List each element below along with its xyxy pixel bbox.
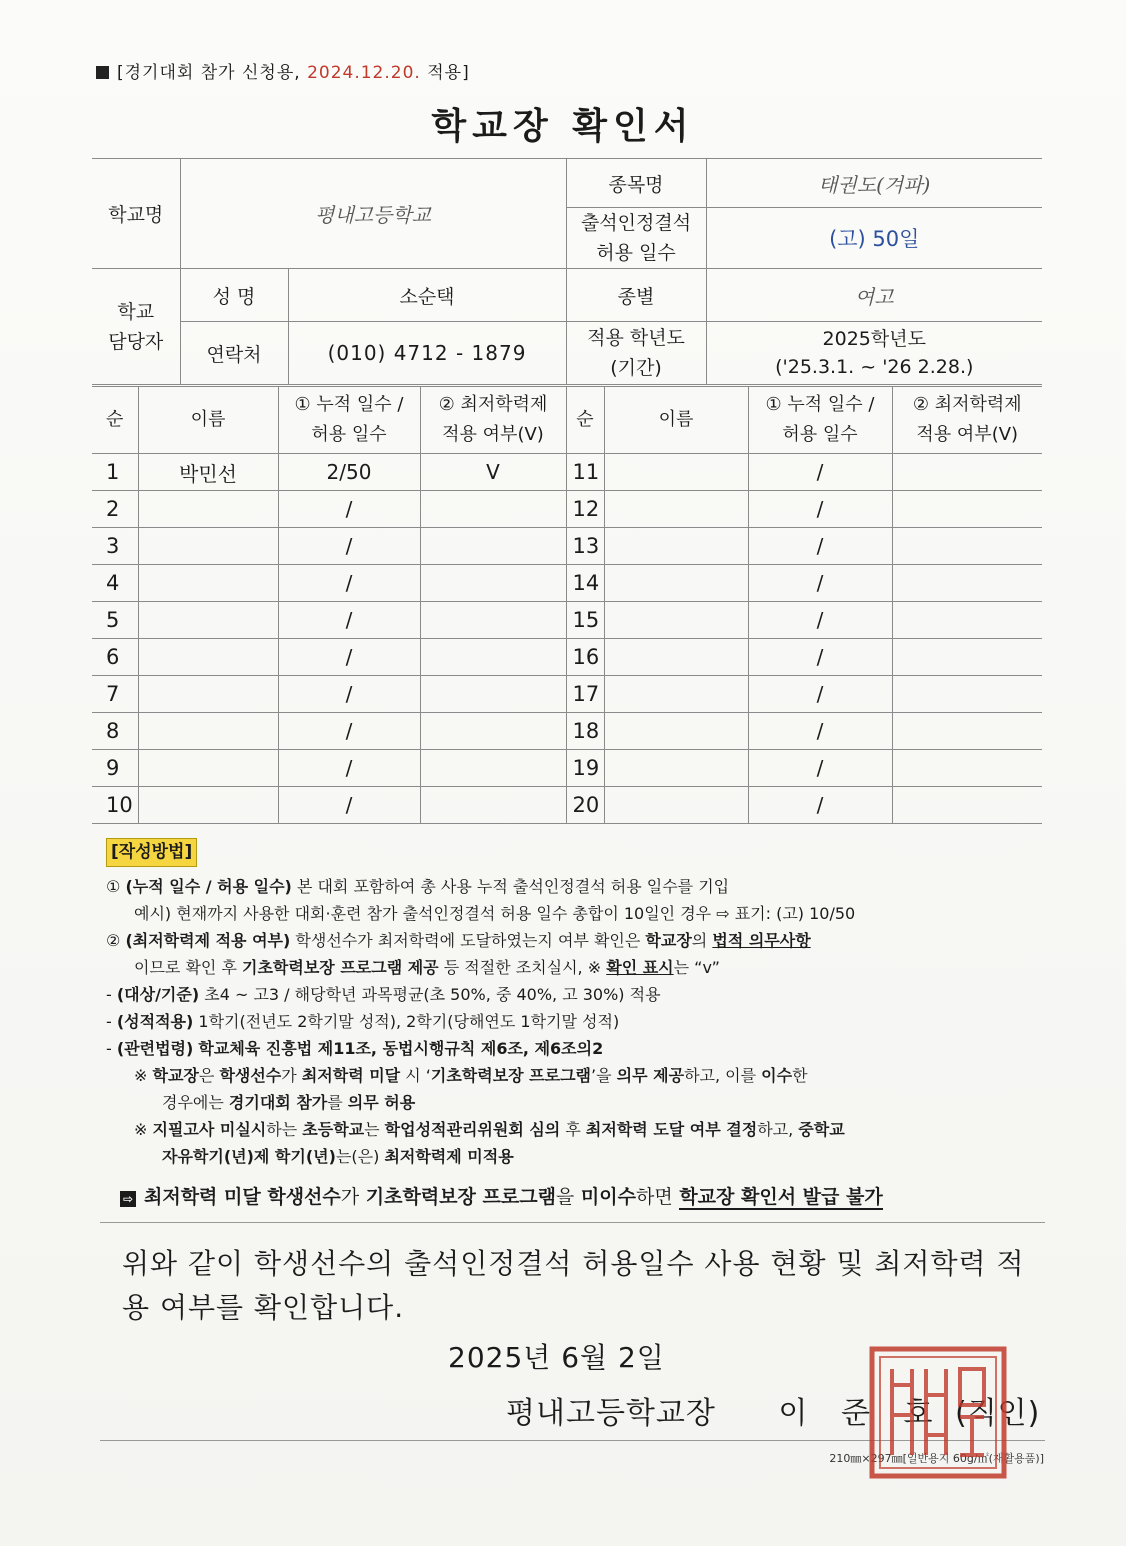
method-tag: [작성방법] xyxy=(106,838,197,867)
row-name xyxy=(138,528,278,565)
confirm-statement: 위와 같이 학생선수의 출석인정결석 허용일수 사용 현황 및 최저학력 적용 여부를 확인합니다. xyxy=(122,1247,1025,1324)
year-value xyxy=(706,322,1042,385)
row-min-check xyxy=(420,602,566,639)
effective-date: 2024.12.20. xyxy=(307,63,421,83)
row-days: / xyxy=(748,565,892,602)
official-seal-icon xyxy=(868,1345,1008,1480)
row-name xyxy=(604,713,748,750)
row-min-check xyxy=(892,750,1042,787)
allowed-days-label: 출석인정결석 허용 일수 xyxy=(566,208,706,269)
row-name xyxy=(604,491,748,528)
table-row xyxy=(92,676,1042,713)
name-header: 이름 xyxy=(138,387,278,454)
row-min-check xyxy=(420,491,566,528)
table-row xyxy=(92,787,1042,824)
row-min-check xyxy=(892,454,1042,491)
row-days: / xyxy=(748,713,892,750)
row-number: 13 xyxy=(566,528,604,565)
type-label: 종별 xyxy=(566,269,706,322)
contact-label: 연락처 xyxy=(180,322,288,385)
row-min-check xyxy=(420,676,566,713)
row-name xyxy=(138,676,278,713)
table-row xyxy=(92,491,1042,528)
row-name xyxy=(604,454,748,491)
name-value: 소순택 xyxy=(288,269,566,322)
row-min-check xyxy=(420,639,566,676)
row-days: / xyxy=(278,750,420,787)
row-days: / xyxy=(278,528,420,565)
row-days: / xyxy=(748,750,892,787)
seq-header: 순 xyxy=(566,387,604,454)
row-number: 20 xyxy=(566,787,604,824)
row-min-check xyxy=(892,639,1042,676)
school-value: 평내고등학교 xyxy=(180,159,566,269)
row-min-check xyxy=(420,750,566,787)
row-days: / xyxy=(278,602,420,639)
row-min-check xyxy=(892,565,1042,602)
row-number: 14 xyxy=(566,565,604,602)
row-days: / xyxy=(278,787,420,824)
row-name xyxy=(138,750,278,787)
row-name xyxy=(604,750,748,787)
row-min-check xyxy=(892,787,1042,824)
paper-spec: 210㎜×297㎜[일반용지 60g/㎡(재활용품)] xyxy=(829,1452,1044,1465)
row-days: / xyxy=(278,491,420,528)
row-number: 1 xyxy=(92,454,138,491)
min-header: ② 최저학력제 적용 여부(V) xyxy=(892,387,1042,454)
row-name xyxy=(604,528,748,565)
row-min-check xyxy=(420,528,566,565)
row-name xyxy=(138,491,278,528)
type-value: 여고 xyxy=(706,269,1042,322)
year-label: 적용 학년도 (기간) xyxy=(566,322,706,385)
arrow-box-icon: ⇨ xyxy=(120,1191,136,1207)
event-label: 종목명 xyxy=(566,159,706,208)
manager-label: 학교 담당자 xyxy=(92,269,180,385)
roster-table xyxy=(92,386,1042,824)
square-bullet-icon xyxy=(96,66,109,79)
row-days: / xyxy=(748,787,892,824)
row-days: / xyxy=(748,639,892,676)
row-name xyxy=(604,602,748,639)
seal-note: (직인) xyxy=(954,1396,1041,1431)
row-number: 9 xyxy=(92,750,138,787)
row-number: 3 xyxy=(92,528,138,565)
row-days: / xyxy=(748,676,892,713)
table-row xyxy=(92,639,1042,676)
row-min-check xyxy=(420,565,566,602)
issue-date: 2025년 6월 2일 xyxy=(448,1341,665,1374)
row-number: 6 xyxy=(92,639,138,676)
row-number: 11 xyxy=(566,454,604,491)
row-number: 18 xyxy=(566,713,604,750)
principal-school: 평내고등학교장 xyxy=(506,1396,716,1431)
table-row xyxy=(92,565,1042,602)
row-days: / xyxy=(278,713,420,750)
year-value-line1: 2025학년도 xyxy=(822,328,926,350)
min-header: ② 최저학력제 적용 여부(V) xyxy=(420,387,566,454)
row-days: / xyxy=(278,676,420,713)
writing-method: [작성방법] ① (누적 일수 / 허용 일수) 본 대회 포함하여 총 사용 누적 출석인정결석 허용 일수를 기입 예시) 현재까지 사용한 대회·훈련 참가 출석인정결석 허용 일수 총합이 10일인 경우 ⇨ 표기: (고) 10/50 ② (최저학력제 적용 여부) 학생선수가 최저학력에 도달하였는지 여부 확인은 학교장의 법적 의무사항 이므로 확인 후 기초학력보장 프로그램 제공 등 적절한 조치실시, ※ 확인 표시는 “v” - (대상/기준) 초4 ~ 고3 / 해당학년 과목평균(초 50%, 중 40%, 고 30%) 적용 - (성적적용) 1학기(전년도 2학기말 성적), 2학기(당해연도 1학기말 성적) - (관련법령) 학교체육 진흥법 제11조, 동법시행규칙 제6조, 제6조의2 ※ 학교장은 학생선수가 최저학력 미달 시 ‘기초학력보장 프로그램’을 의무 제공하고, 이를 이수한 경우에는 경기대회 참가를 의무 허용 ※ 지필고사 미실시하는 초등학교는 학업성적관리위원회 심의 후 최저학력 도달 여부 결정하고, 중학교 자유학기(년)제 학기(년)는(은) 최저학력제 미적용 xyxy=(106,838,1046,1170)
row-min-check xyxy=(420,713,566,750)
row-number: 12 xyxy=(566,491,604,528)
row-min-check: V xyxy=(420,454,566,491)
seq-header: 순 xyxy=(92,387,138,454)
row-days: 2/50 xyxy=(278,454,420,491)
row-days: / xyxy=(748,454,892,491)
row-name xyxy=(138,602,278,639)
row-number: 17 xyxy=(566,676,604,713)
row-days: / xyxy=(278,639,420,676)
roster-header-row xyxy=(92,387,1042,454)
row-days: / xyxy=(748,491,892,528)
year-value-line2: ('25.3.1. ~ '26 2.28.) xyxy=(775,356,974,378)
name-label: 성 명 xyxy=(180,269,288,322)
row-number: 2 xyxy=(92,491,138,528)
issuance-condition: ⇨ 최저학력 미달 학생선수가 기초학력보장 프로그램을 미이수하면 학교장 확인서 발급 불가 xyxy=(120,1182,883,1209)
row-name xyxy=(138,565,278,602)
row-name xyxy=(604,787,748,824)
row-min-check xyxy=(892,676,1042,713)
row-name xyxy=(138,713,278,750)
row-number: 10 xyxy=(92,787,138,824)
row-min-check xyxy=(892,602,1042,639)
table-row xyxy=(92,602,1042,639)
row-name xyxy=(138,639,278,676)
row-min-check xyxy=(892,528,1042,565)
row-min-check xyxy=(892,713,1042,750)
document-title: 학교장 확인서 xyxy=(431,106,695,147)
row-name xyxy=(604,639,748,676)
name-header: 이름 xyxy=(604,387,748,454)
row-days: / xyxy=(278,565,420,602)
table-row xyxy=(92,750,1042,787)
row-number: 19 xyxy=(566,750,604,787)
row-name xyxy=(138,787,278,824)
school-label: 학교명 xyxy=(92,159,180,269)
row-name xyxy=(604,565,748,602)
days-header: ① 누적 일수 / 허용 일수 xyxy=(748,387,892,454)
principal-name: 이 준 호 xyxy=(778,1396,945,1431)
row-number: 15 xyxy=(566,602,604,639)
event-value: 태권도(겨파) xyxy=(706,159,1042,208)
row-days: / xyxy=(748,528,892,565)
table-row xyxy=(92,528,1042,565)
info-table xyxy=(92,158,1042,385)
row-number: 8 xyxy=(92,713,138,750)
row-name xyxy=(604,676,748,713)
row-number: 4 xyxy=(92,565,138,602)
contact-value: (010) 4712 - 1879 xyxy=(288,322,566,385)
header-note: [경기대회 참가 신청용, 2024.12.20. 적용] xyxy=(96,58,470,83)
table-row xyxy=(92,713,1042,750)
row-min-check xyxy=(892,491,1042,528)
row-min-check xyxy=(420,787,566,824)
days-header: ① 누적 일수 / 허용 일수 xyxy=(278,387,420,454)
allowed-days-value: (고) 50일 xyxy=(706,208,1042,269)
row-name: 박민선 xyxy=(138,454,278,491)
row-number: 7 xyxy=(92,676,138,713)
row-number: 16 xyxy=(566,639,604,676)
row-number: 5 xyxy=(92,602,138,639)
divider xyxy=(100,1222,1045,1223)
row-days: / xyxy=(748,602,892,639)
table-row xyxy=(92,454,1042,491)
